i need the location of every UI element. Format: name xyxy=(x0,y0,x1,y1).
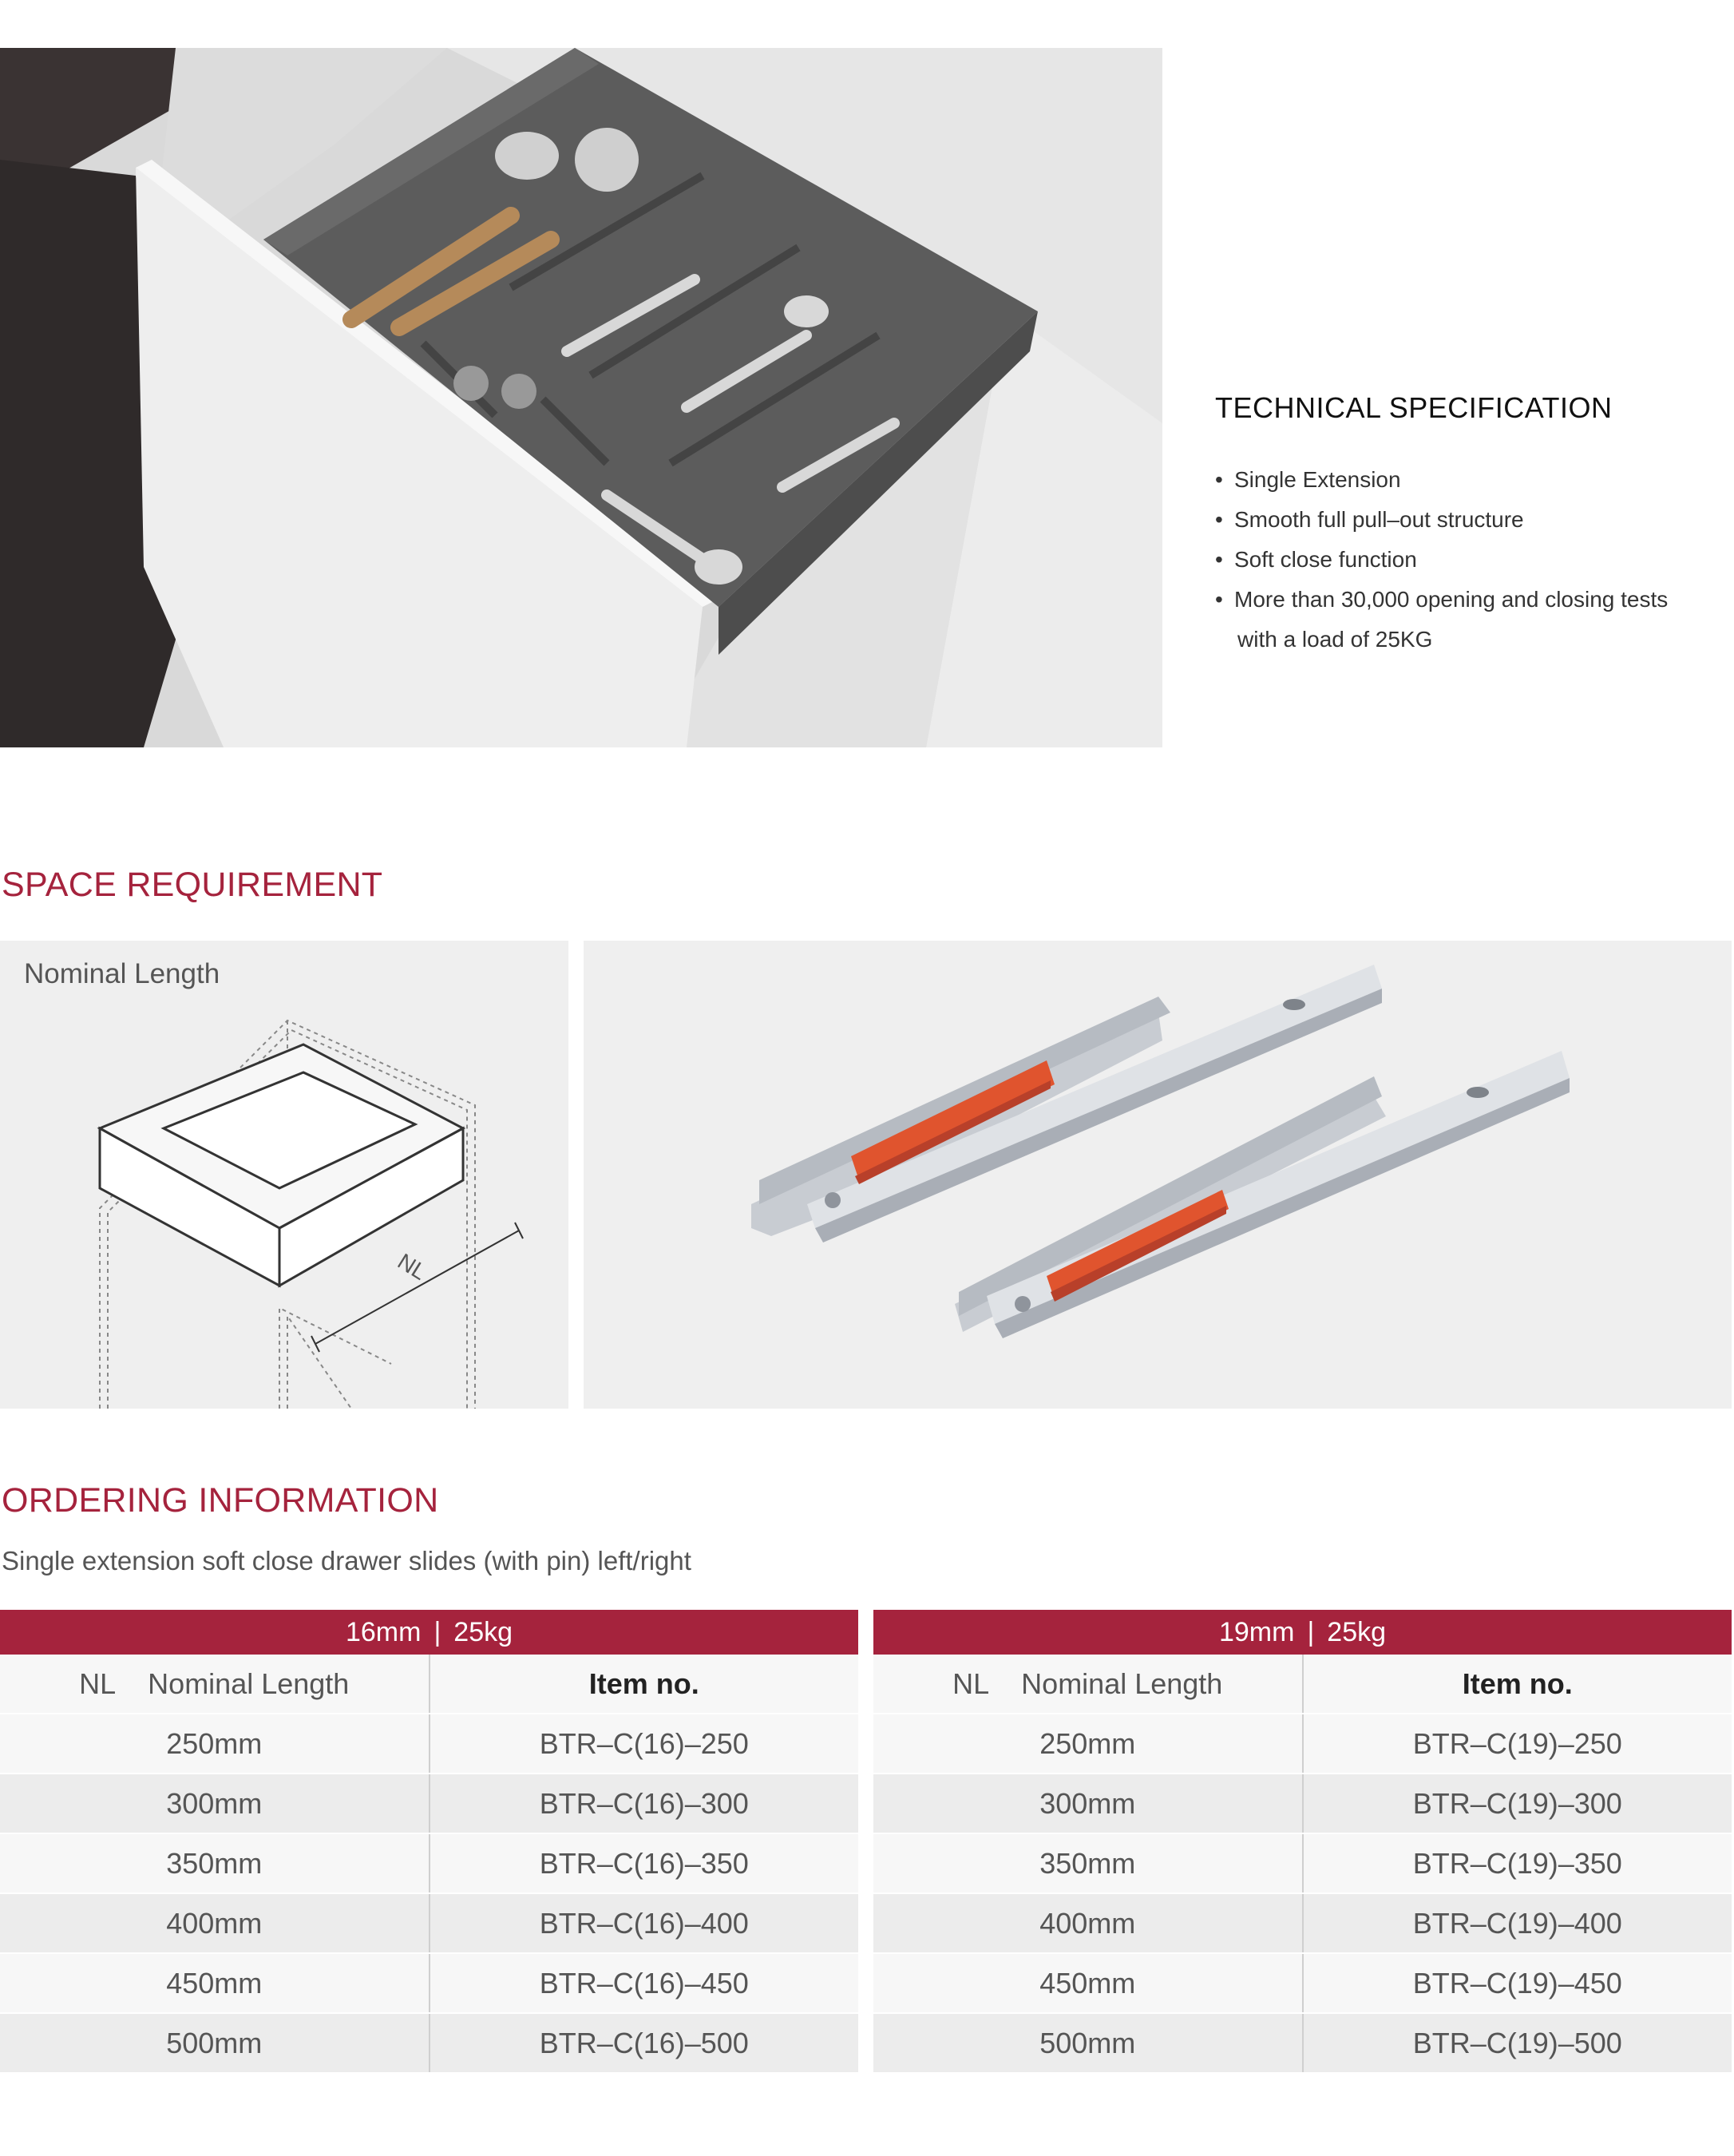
table-row xyxy=(0,2013,858,2073)
table-row xyxy=(873,1714,1732,1774)
row-length: 300mm xyxy=(0,1774,430,1833)
header-nominal-length xyxy=(0,1655,430,1714)
band-load: 25kg xyxy=(1327,1616,1387,1647)
row-item: BTR–C(19)–250 xyxy=(1303,1714,1732,1774)
table-row xyxy=(873,1833,1732,1893)
row-item: BTR–C(16)–350 xyxy=(430,1833,859,1893)
spec-item-full-pullout: • Smooth full pull–out structure xyxy=(1215,500,1726,540)
row-item: BTR–C(16)–500 xyxy=(430,2013,859,2073)
header-length-label: Nominal Length xyxy=(1021,1667,1223,1700)
spec-title: TECHNICAL SPECIFICATION xyxy=(1215,391,1613,424)
band-separator: | xyxy=(1307,1616,1315,1647)
row-length: 300mm xyxy=(873,1774,1303,1833)
table-row xyxy=(873,2013,1732,2073)
row-length: 400mm xyxy=(0,1893,430,1953)
header-nl: NL xyxy=(79,1667,117,1700)
band-separator: | xyxy=(434,1616,441,1647)
technical-specification xyxy=(1215,391,1726,660)
ordering-table-19mm xyxy=(873,1610,1732,2074)
table-row xyxy=(0,1953,858,2013)
spec-item-cycle-test-cont: with a load of 25KG xyxy=(1237,627,1433,652)
spec-item-cycle-test-text: More than 30,000 opening and closing tests xyxy=(1234,587,1669,612)
row-item: BTR–C(16)–250 xyxy=(430,1714,859,1774)
band-size: 19mm xyxy=(1218,1616,1295,1647)
nl-dimension-label: NL xyxy=(393,1248,431,1285)
header-nl: NL xyxy=(952,1667,990,1700)
nominal-length-diagram xyxy=(0,941,568,1409)
table-band xyxy=(873,1610,1732,1655)
ordering-table-16mm xyxy=(0,1610,858,2074)
table-row xyxy=(873,1774,1732,1833)
space-requirement-title: SPACE REQUIREMENT xyxy=(2,866,383,904)
row-length: 500mm xyxy=(0,2013,430,2073)
table-row xyxy=(873,1893,1732,1953)
row-item: BTR–C(19)–300 xyxy=(1303,1774,1732,1833)
band-load: 25kg xyxy=(453,1616,513,1647)
row-length: 250mm xyxy=(873,1714,1303,1774)
table-row xyxy=(0,1714,858,1774)
table-row xyxy=(873,1953,1732,2013)
spec-list xyxy=(1215,460,1726,660)
header-length-label: Nominal Length xyxy=(148,1667,350,1700)
band-size: 16mm xyxy=(345,1616,422,1647)
table-row xyxy=(0,1893,858,1953)
row-length: 450mm xyxy=(873,1953,1303,2013)
ordering-subtitle: Single extension soft close drawer slides (with pin) left/right xyxy=(2,1546,691,1575)
spec-item-single-extension: • Single Extension xyxy=(1215,460,1726,500)
row-length: 350mm xyxy=(0,1833,430,1893)
row-item: BTR–C(16)–450 xyxy=(430,1953,859,2013)
row-item: BTR–C(16)–300 xyxy=(430,1774,859,1833)
drawer-slides-image xyxy=(584,941,1732,1409)
nominal-length-label: Nominal Length xyxy=(24,958,220,989)
spec-item-cycle-test xyxy=(1215,580,1726,660)
product-photo xyxy=(0,48,1162,747)
header-item-no: Item no. xyxy=(430,1655,859,1714)
row-item: BTR–C(19)–400 xyxy=(1303,1893,1732,1953)
drawer-outline-icon xyxy=(0,941,568,1409)
row-item: BTR–C(16)–400 xyxy=(430,1893,859,1953)
row-length: 250mm xyxy=(0,1714,430,1774)
table-row xyxy=(0,1833,858,1893)
row-length: 500mm xyxy=(873,2013,1303,2073)
row-item: BTR–C(19)–350 xyxy=(1303,1833,1732,1893)
table-band xyxy=(0,1610,858,1655)
table-row xyxy=(0,1774,858,1833)
row-length: 350mm xyxy=(873,1833,1303,1893)
header-item-no: Item no. xyxy=(1303,1655,1732,1714)
ordering-information-title: ORDERING INFORMATION xyxy=(2,1481,439,1520)
spec-item-soft-close: • Soft close function xyxy=(1215,540,1726,580)
row-item: BTR–C(19)–500 xyxy=(1303,2013,1732,2073)
row-length: 400mm xyxy=(873,1893,1303,1953)
header-nominal-length xyxy=(873,1655,1303,1714)
row-item: BTR–C(19)–450 xyxy=(1303,1953,1732,2013)
row-length: 450mm xyxy=(0,1953,430,2013)
